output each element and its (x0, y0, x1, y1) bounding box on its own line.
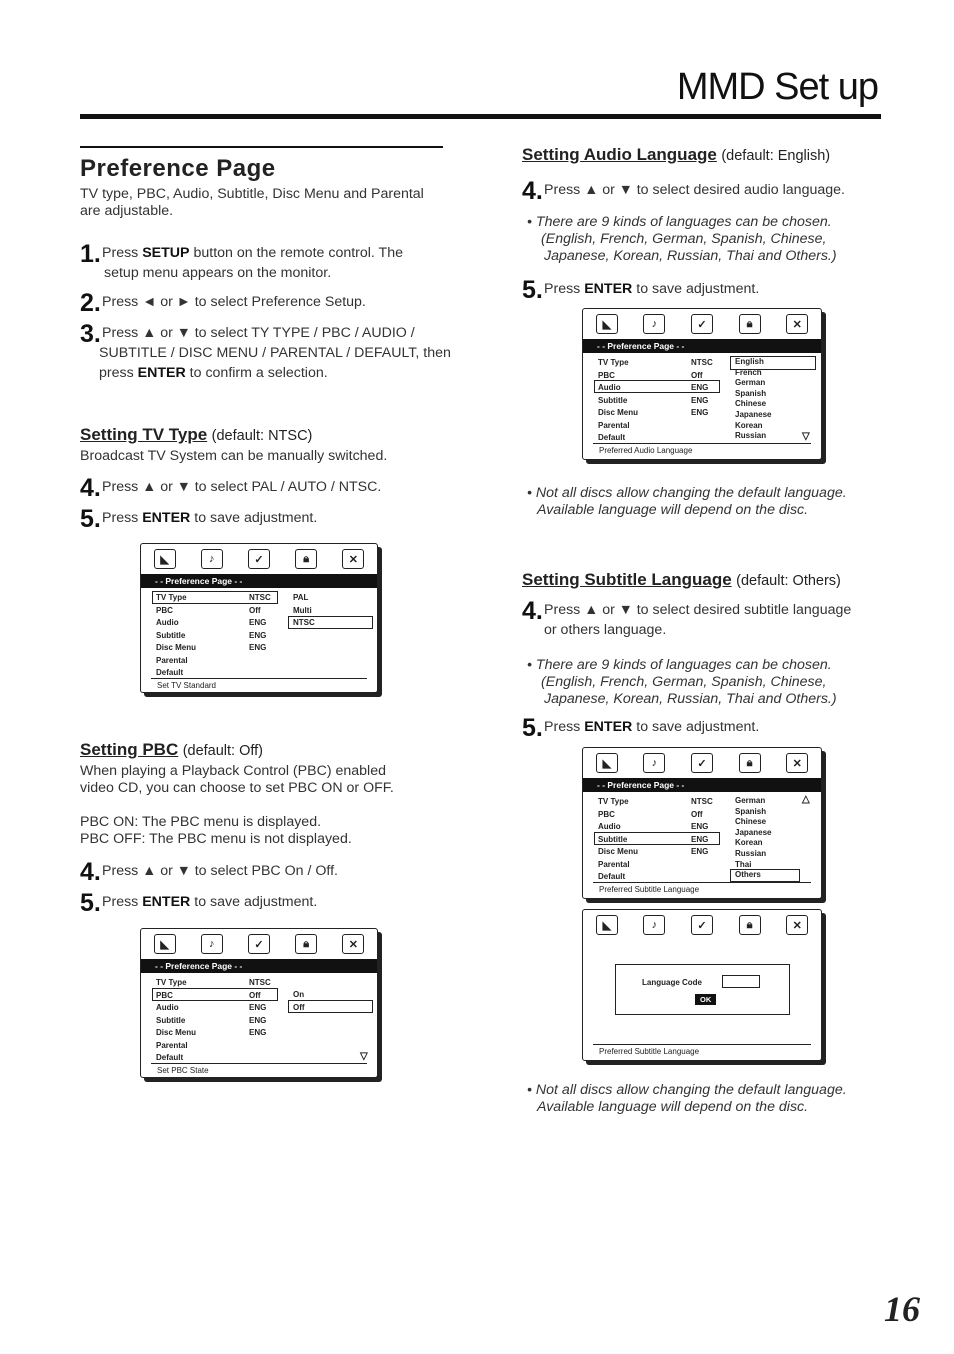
exit-icon: ✕ (342, 549, 364, 569)
exit-icon: ✕ (786, 753, 808, 773)
tv-setup-icon: ◣ (596, 915, 618, 935)
audio-setup-icon: ♪ (643, 314, 665, 334)
tvtype-step-5: 5. Press ENTER to save adjustment. (80, 505, 318, 533)
page-header-title: MMD Set up (676, 66, 878, 108)
language-code-input[interactable] (722, 975, 760, 988)
section-rule (80, 146, 443, 148)
exit-icon: ✕ (786, 314, 808, 334)
lock-icon: 🔒︎ (295, 549, 317, 569)
audio-setup-icon: ♪ (643, 753, 665, 773)
lock-icon: 🔒︎ (739, 915, 761, 935)
video-setup-icon: ✓ (691, 915, 713, 935)
osd-tvtype-menu: ◣ ♪ ✓ 🔒︎ ✕ - - Preference Page - - TV Type PBC Audio Subtitle Disc Menu Parental Default NTSC Off ENG ENG ENG PAL Multi NTSC Set TV Standard (140, 543, 378, 693)
preference-intro: TV type, PBC, Audio, Subtitle, Disc Menu and Parental are adjustable. (80, 186, 424, 219)
audio-setup-icon: ♪ (201, 549, 223, 569)
tvtype-step-4: 4. Press ▲ or ▼ to select PAL / AUTO / NTSC. (80, 474, 382, 502)
audio-note-2: • Not all discs allow changing the default language. Available language will depend on the disc. (527, 485, 847, 518)
scroll-down-icon: ▽ (360, 1051, 368, 1062)
osd-bar: - - Preference Page - - (141, 574, 377, 588)
pref-step-2: 2. Press ◄ or ► to select Preference Setup. (80, 289, 366, 317)
scroll-up-icon: △ (802, 794, 810, 805)
tv-setup-icon: ◣ (154, 934, 176, 954)
video-setup-icon: ✓ (248, 934, 270, 954)
scroll-down-icon: ▽ (802, 431, 810, 442)
tvtype-heading: Setting TV Type (default: NTSC) (80, 425, 313, 444)
exit-icon: ✕ (342, 934, 364, 954)
subtitle-step-5: 5. Press ENTER to save adjustment. (522, 714, 760, 742)
tv-setup-icon: ◣ (154, 549, 176, 569)
audio-step-4: 4. Press ▲ or ▼ to select desired audio language. (522, 177, 845, 205)
subtitle-note-1: • There are 9 kinds of languages can be chosen. (English, French, German, Spanish, Chinese, Japanese, Korean, Russian, Thai and Others.) (527, 657, 837, 707)
pbc-heading: Setting PBC (default: Off) (80, 740, 264, 759)
osd-values: NTSC Off ENG ENG ENG (249, 593, 271, 652)
osd-audio-menu: ◣ ♪ ✓ 🔒︎ ✕ - - Preference Page - - TV Type PBC Audio Subtitle Disc Menu Parental Default NTSC Off ENG ENG ENG English French German Spanish Chinese Japanese Korean Russian ▽ Preferred Audio Language (582, 308, 822, 460)
tv-setup-icon: ◣ (596, 314, 618, 334)
pbc-step-4: 4. Press ▲ or ▼ to select PBC On / Off. (80, 858, 338, 886)
video-setup-icon: ✓ (248, 549, 270, 569)
exit-icon: ✕ (786, 915, 808, 935)
preference-page-title: Preference Page (80, 155, 276, 182)
audio-setup-icon: ♪ (201, 934, 223, 954)
audio-step-5: 5. Press ENTER to save adjustment. (522, 276, 760, 304)
osd-tv-options: PAL Multi NTSC (293, 593, 315, 627)
osd-language-code-menu: ◣ ♪ ✓ 🔒︎ ✕ Language Code OK Preferred Subtitle Language (582, 909, 822, 1061)
subtitle-step-4: 4. Press ▲ or ▼ to select desired subtitle language or others language. (522, 597, 852, 638)
pref-step-1: 1. Press SETUP button on the remote control. The setup menu appears on the monitor. (80, 240, 404, 281)
ok-button[interactable]: OK (695, 994, 716, 1005)
subtitle-note-2: • Not all discs allow changing the default language. Available language will depend on the disc. (527, 1082, 847, 1115)
pbc-desc: When playing a Playback Control (PBC) enabled video CD, you can choose to set PBC ON or OFF. PBC ON: The PBC menu is displayed. PBC OFF: The PBC menu is not displayed. (80, 763, 394, 847)
osd-labels: TV Type PBC Audio Subtitle Disc Menu Parental Default (156, 593, 197, 677)
tvtype-desc: Broadcast TV System can be manually switched. (80, 448, 388, 464)
subtitle-heading: Setting Subtitle Language (default: Others) (522, 570, 841, 589)
page-number: 16 (884, 1289, 920, 1329)
osd-subtitle-menu: ◣ ♪ ✓ 🔒︎ ✕ - - Preference Page - - TV Type PBC Audio Subtitle Disc Menu Parental Default NTSC Off ENG ENG ENG German Spanish Chinese Japanese Korean Russian Thai Others △ Preferred Subtitle Language (582, 747, 822, 899)
video-setup-icon: ✓ (691, 753, 713, 773)
video-setup-icon: ✓ (691, 314, 713, 334)
header-rule (80, 114, 881, 119)
lock-icon: 🔒︎ (739, 314, 761, 334)
audio-heading: Setting Audio Language (default: English) (522, 145, 831, 164)
audio-note-1: • There are 9 kinds of languages can be chosen. (English, French, German, Spanish, Chinese, Japanese, Korean, Russian, Thai and Others.) (527, 214, 837, 264)
language-code-box: Language Code OK (615, 964, 790, 1015)
lock-icon: 🔒︎ (739, 753, 761, 773)
tv-setup-icon: ◣ (596, 753, 618, 773)
pbc-step-5: 5. Press ENTER to save adjustment. (80, 889, 318, 917)
audio-setup-icon: ♪ (643, 915, 665, 935)
osd-pbc-menu: ◣ ♪ ✓ 🔒︎ ✕ - - Preference Page - - TV Type PBC Audio Subtitle Disc Menu Parental Default NTSC Off ENG ENG ENG On Off ▽ Set PBC State (140, 928, 378, 1078)
pref-step-3: 3. Press ▲ or ▼ to select TY TYPE / PBC / AUDIO / SUBTITLE / DISC MENU / PARENTAL / DEFAULT, then press ENTER to confirm a selection. (80, 320, 451, 381)
lock-icon: 🔒︎ (295, 934, 317, 954)
